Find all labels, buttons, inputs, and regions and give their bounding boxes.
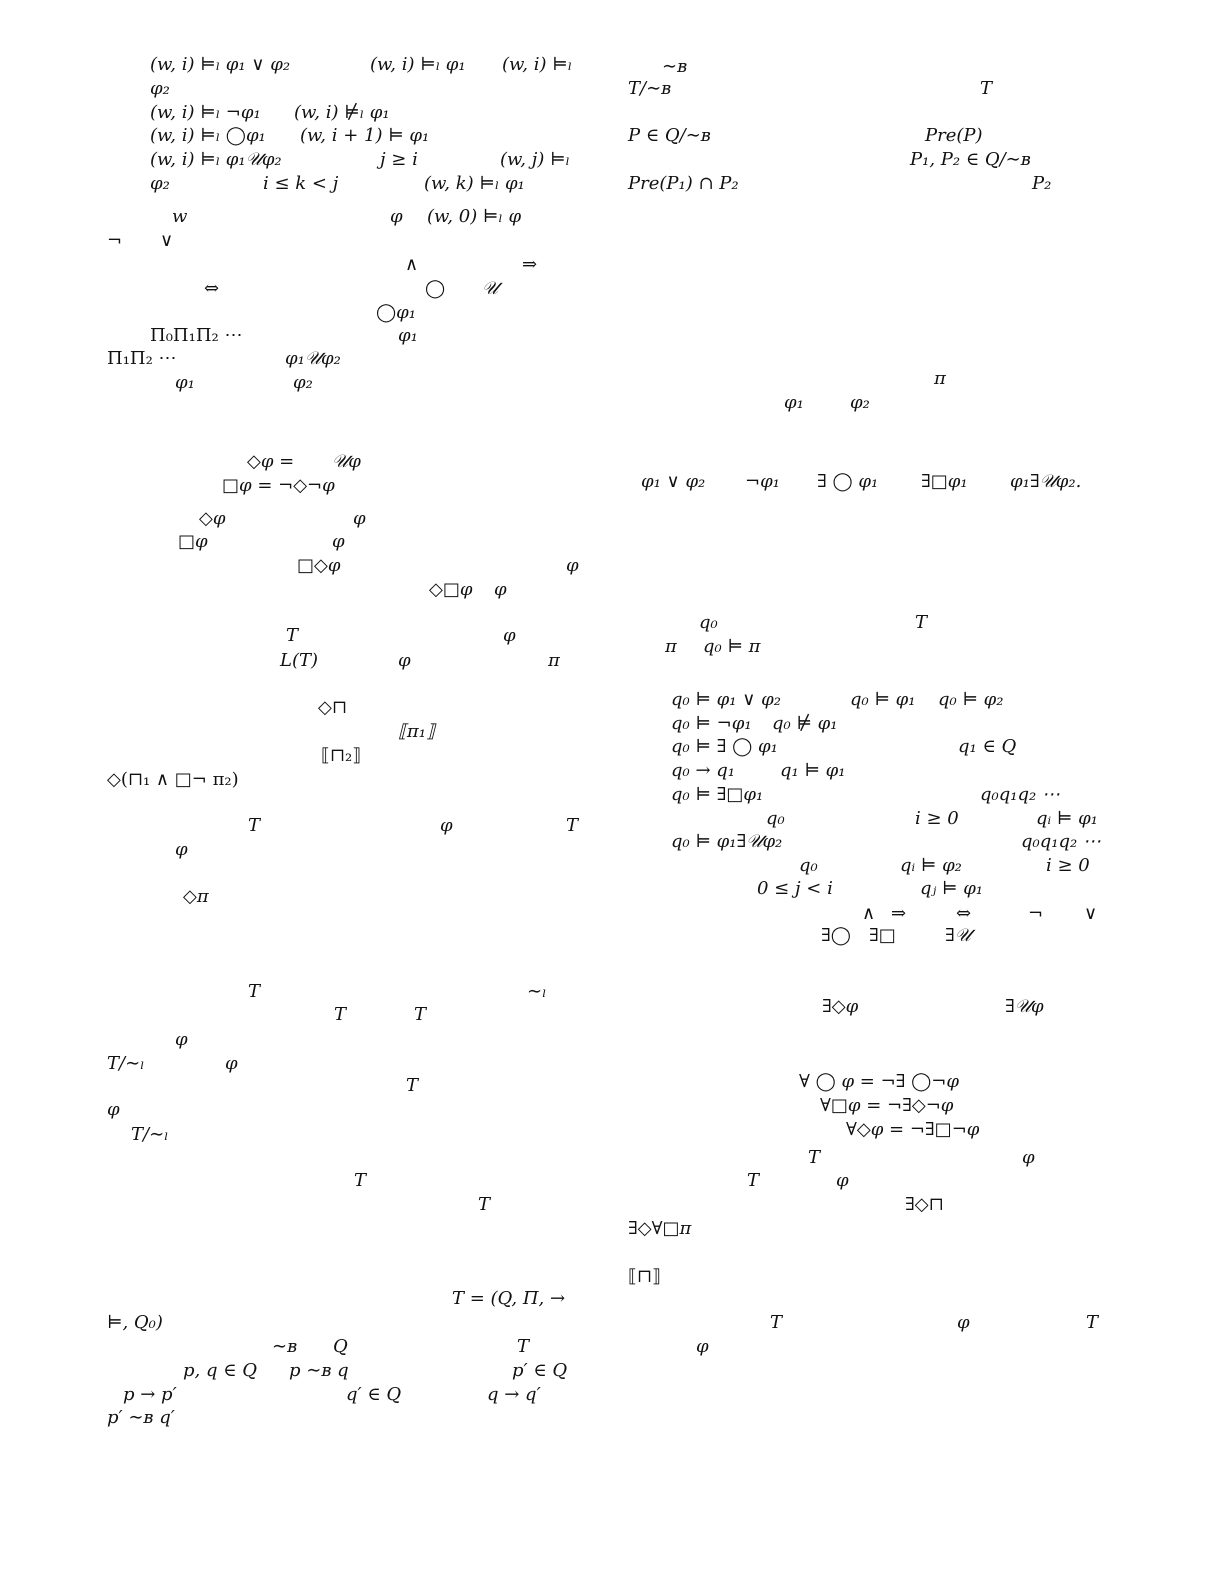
p4-quot: T/∼ₗ	[107, 1053, 145, 1074]
p5-qprime: q′ ∈ Q	[346, 1384, 402, 1405]
p2-alwev: □◇φ	[297, 555, 341, 576]
p1-iff: ⇔	[204, 278, 220, 299]
sem-neg-rhs: (w, i) ⊭ₗ φ₁	[294, 102, 390, 123]
b5-eev: ∃◇φ	[822, 996, 859, 1017]
b3-or: φ₁ ∨ φ₂	[641, 471, 706, 492]
p2-phi-c: φ	[566, 555, 579, 576]
p3-T2: T	[248, 815, 261, 836]
sem-until-wk: (w, k) ⊨ₗ φ₁	[424, 173, 525, 194]
p3-phi2: φ	[398, 650, 411, 671]
b4-r1c: q₀ ⊨ φ₂	[938, 689, 1004, 710]
p1-pi12: Π₁Π₂ ⋯	[107, 348, 177, 369]
b4-r6b: i ≥ 0	[915, 808, 959, 829]
sem-or-case2: (w, i) ⊨ₗ	[502, 54, 573, 75]
b4-neg: ¬	[1028, 903, 1044, 924]
b4-r5a: q₀ ⊨ ∃□φ₁	[671, 784, 764, 805]
b4-q0pi: q₀ ⊨ π	[703, 636, 761, 657]
b5-phi4: φ	[696, 1336, 709, 1357]
b4-or: ∨	[1084, 903, 1098, 924]
p3-phi3: φ	[440, 815, 453, 836]
p5-Tdef2: ⊨, Q₀)	[107, 1312, 163, 1333]
p1-w0: (w, 0) ⊨ₗ φ	[427, 206, 522, 227]
p5-Q: Q	[333, 1336, 348, 1357]
def-eventually-rhs: 𝒰φ	[332, 451, 361, 472]
b4-exuntil: ∃𝒰	[945, 925, 971, 946]
b1-preint: Pre(P₁) ∩ P₂	[628, 173, 739, 194]
b4-r8b: qᵢ ⊨ φ₂	[900, 855, 962, 876]
p4-phi: φ	[175, 1029, 188, 1050]
p3-formula: ◇(⊓₁ ∧ □¬ π₂)	[107, 769, 239, 790]
p1-phi: φ	[390, 206, 403, 227]
p5-T: T	[354, 1170, 367, 1191]
p5-ptrans: p → p′	[123, 1384, 177, 1405]
b5-T4: T	[1086, 1312, 1099, 1333]
b4-q0: q₀	[699, 612, 718, 633]
b5-T2: T	[747, 1170, 760, 1191]
b5-def-aalw: ∀□φ = ¬∃◇¬φ	[820, 1095, 954, 1116]
p3-pi2: ⟦⊓₂⟧	[321, 745, 362, 766]
p4-phi3: φ	[107, 1099, 120, 1120]
sem-neg-lhs: (w, i) ⊨ₗ ¬φ₁	[150, 102, 261, 123]
b1-P2: P₂	[1032, 173, 1052, 194]
p2-phi-d: φ	[494, 579, 507, 600]
p5-simB: ∼ʙ	[272, 1336, 298, 1357]
b3-neg: ¬φ₁	[745, 471, 780, 492]
p5-pq: p, q ∈ Q	[183, 1360, 258, 1381]
p3-evPi: ◇⊓	[318, 697, 347, 718]
p1-w: w	[172, 206, 188, 227]
b4-r9a: 0 ≤ j < i	[757, 878, 833, 899]
p1-next: ◯	[425, 278, 446, 299]
p3-pi: π	[548, 650, 560, 671]
b4-r4a: q₀ → q₁	[671, 760, 736, 781]
p1-pi012: Π₀Π₁Π₂ ⋯	[150, 325, 243, 346]
b5-T3: T	[770, 1312, 783, 1333]
sem-or-case2-tail: φ₂	[150, 78, 170, 99]
sem-until-phi2: φ₂	[150, 173, 170, 194]
p1-phi1: φ₁	[398, 325, 418, 346]
b4-r7a: q₀ ⊨ φ₁∃𝒰φ₂	[671, 831, 783, 852]
p5-T2: T	[478, 1194, 491, 1215]
sem-until-lhs: (w, i) ⊨ₗ φ₁𝒰φ₂	[150, 149, 282, 170]
p5-psimq: p ∼ʙ q	[289, 1360, 349, 1381]
b1-simB: ∼ʙ	[662, 56, 688, 77]
p2-phi-a: φ	[353, 508, 366, 529]
b1-quot: T/∼ʙ	[628, 78, 672, 99]
sem-next-lhs: (w, i) ⊨ₗ ◯φ₁	[150, 125, 266, 146]
p3-phi: φ	[503, 625, 516, 646]
p1-and: ∧	[405, 254, 419, 275]
p4-simL: ∼ₗ	[527, 981, 547, 1002]
p1-until: 𝒰	[482, 278, 499, 299]
sem-until-j: j ≥ i	[380, 149, 418, 170]
p1-or: ∨	[160, 230, 174, 251]
b5-sem: ⟦⊓⟧	[628, 1266, 661, 1287]
b4-r8c: i ≥ 0	[1046, 855, 1090, 876]
b4-T: T	[915, 612, 928, 633]
p1-phi2: φ₂	[293, 372, 313, 393]
b3-exalw: ∃□φ₁	[921, 471, 968, 492]
b2-pi: π	[934, 368, 946, 389]
p3-evpi: ◇π	[183, 886, 209, 907]
b4-r6a: q₀	[766, 808, 785, 829]
p5-qtrans: q → q′	[487, 1384, 541, 1405]
p3-T3: T	[566, 815, 579, 836]
b4-r7b: q₀q₁q₂ ⋯	[1021, 831, 1101, 852]
b4-r3b: q₁ ∈ Q	[958, 736, 1017, 757]
b4-imp: ⇒	[891, 903, 907, 924]
b4-r4b: q₁ ⊨ φ₁	[780, 760, 846, 781]
sem-next-rhs: (w, i + 1) ⊨ φ₁	[300, 125, 430, 146]
b3-exnext: ∃ ◯ φ₁	[817, 471, 879, 492]
p5-Tdef: T = (Q, Π, →	[452, 1288, 566, 1309]
p3-phi4: φ	[175, 839, 188, 860]
b4-r6c: qᵢ ⊨ φ₁	[1036, 808, 1098, 829]
p1-phi1b: φ₁	[175, 372, 195, 393]
sem-or-case1: (w, i) ⊨ₗ φ₁	[370, 54, 466, 75]
b4-r2b: q₀ ⊭ φ₁	[772, 713, 838, 734]
def-always: □φ = ¬◇¬φ	[222, 475, 335, 496]
p4-T4: T	[406, 1075, 419, 1096]
p1-until12: φ₁𝒰φ₂	[285, 348, 341, 369]
b5-T: T	[808, 1147, 821, 1168]
p2-evalw: ◇□φ	[429, 579, 473, 600]
p3-T: T	[286, 625, 299, 646]
b1-P12: P₁, P₂ ∈ Q/∼ʙ	[910, 149, 1031, 170]
b4-r8a: q₀	[799, 855, 818, 876]
p5-psimqp: p′ ∼ʙ q′	[107, 1407, 175, 1428]
sem-until-wj: (w, j) ⊨ₗ	[500, 149, 570, 170]
p1-neg: ¬	[107, 230, 123, 251]
b4-r1b: q₀ ⊨ φ₁	[850, 689, 916, 710]
p4-phi2: φ	[225, 1053, 238, 1074]
b3-exuntil: φ₁∃𝒰φ₂.	[1010, 471, 1082, 492]
p4-T2: T	[334, 1004, 347, 1025]
p2-alwphi: □φ	[178, 531, 208, 552]
p4-T: T	[248, 981, 261, 1002]
p4-T3: T	[414, 1004, 427, 1025]
b4-iff: ⇔	[956, 903, 972, 924]
b1-T: T	[980, 78, 993, 99]
b4-r5b: q₀q₁q₂ ⋯	[980, 784, 1060, 805]
p4-quot2: T/∼ₗ	[131, 1124, 169, 1145]
b5-def-anext: ∀ ◯ φ = ¬∃ ◯¬φ	[799, 1071, 959, 1092]
b4-r2a: q₀ ⊨ ¬φ₁	[671, 713, 752, 734]
b4-pi: π	[665, 636, 677, 657]
p2-phi-b: φ	[332, 531, 345, 552]
b5-phi: φ	[1022, 1147, 1035, 1168]
sem-or-lhs: (w, i) ⊨ₗ φ₁ ∨ φ₂	[150, 54, 291, 75]
b4-r9b: qⱼ ⊨ φ₁	[920, 878, 984, 899]
p5-pprime: p′ ∈ Q	[512, 1360, 568, 1381]
p2-evphi: ◇φ	[199, 508, 226, 529]
b2-phi2: φ₂	[850, 392, 870, 413]
b4-exalw: ∃□	[869, 925, 896, 946]
b1-PinQ: P ∈ Q/∼ʙ	[628, 125, 711, 146]
b4-and: ∧	[862, 903, 876, 924]
p3-LT: L(T)	[280, 650, 319, 671]
b5-phi3: φ	[957, 1312, 970, 1333]
p5-T3: T	[517, 1336, 530, 1357]
b4-r1a: q₀ ⊨ φ₁ ∨ φ₂	[671, 689, 781, 710]
b5-def-aev: ∀◇φ = ¬∃□¬φ	[846, 1119, 980, 1140]
p1-nextphi: ◯φ₁	[376, 302, 416, 323]
b4-r3a: q₀ ⊨ ∃ ◯ φ₁	[671, 736, 778, 757]
b5-eu: ∃𝒰φ	[1005, 996, 1044, 1017]
b4-exnext: ∃◯	[821, 925, 851, 946]
sem-until-k: i ≤ k < j	[263, 173, 339, 194]
b5-eevPi: ∃◇⊓	[905, 1194, 944, 1215]
b5-eeaf: ∃◇∀□π	[628, 1218, 692, 1239]
def-eventually: ◇φ =	[247, 451, 295, 472]
p3-pi1: ⟦π₁⟧	[398, 721, 435, 742]
b2-phi1: φ₁	[784, 392, 804, 413]
b1-pre: Pre(P)	[925, 125, 983, 146]
p1-imp: ⇒	[522, 254, 538, 275]
b5-phi2: φ	[836, 1170, 849, 1191]
